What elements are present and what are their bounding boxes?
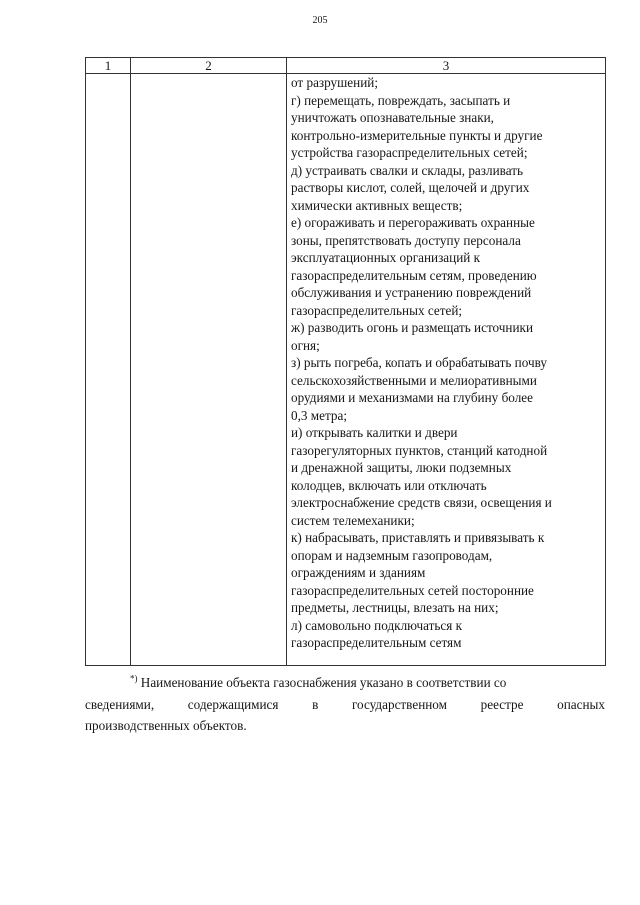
text-line: огня; [291, 337, 320, 353]
footnote-word: государственном [351, 696, 447, 712]
text-line: зоны, препятствовать доступу персонала [291, 232, 521, 248]
footnote-line-2 [85, 694, 605, 716]
prohibitions-list [287, 74, 605, 652]
text-line: химически активных веществ; [291, 197, 463, 213]
text-line: ограждениям и зданиям [291, 565, 426, 580]
text-line: газораспределительным сетям, проведению [291, 267, 537, 283]
footnote-word: сведениями, [85, 696, 155, 712]
table-header-row [86, 58, 606, 74]
text-line: 0,3 метра; [291, 407, 348, 423]
text-line: эксплуатационных организаций к [291, 250, 481, 265]
text-line: л) самовольно подключаться к [291, 617, 463, 633]
text-line: предметы, лестницы, влезать на них; [291, 600, 499, 615]
text-line: к) набрасывать, приставлять и привязывать к [291, 530, 545, 545]
column-header-2: 2 [131, 58, 287, 74]
table-cell-col1 [86, 74, 131, 666]
footnote-line-3: производственных объектов. [85, 718, 247, 733]
text-line: газораспределительным сетям [291, 635, 462, 650]
text-line: ж) разводить огонь и размещать источники [291, 320, 534, 335]
text-line: е) огораживать и перегораживать охранные [291, 215, 535, 230]
footnote-word: содержащимися [187, 696, 279, 712]
text-line: з) рыть погреба, копать и обрабатывать почву [291, 355, 547, 370]
table-row [86, 74, 606, 666]
text-line: д) устраивать свалки и склады, разливать [291, 162, 523, 178]
text-line: опорам и надземным газопроводам, [291, 547, 493, 563]
page-number: 205 [312, 15, 328, 26]
text-line: растворы кислот, солей, щелочей и других [291, 180, 530, 195]
text-line: электроснабжение средств связи, освещения и [291, 495, 552, 510]
column-header-3: 3 [287, 58, 606, 74]
footnote-word: реестре [480, 696, 524, 712]
text-line: контрольно-измерительные пункты и другие [291, 127, 543, 143]
text-line: сельскохозяйственными и мелиоративными [291, 372, 537, 388]
text-line: г) перемещать, повреждать, засыпать и [291, 92, 511, 108]
text-line: газорегуляторных пунктов, станций катодной [291, 442, 548, 458]
footnote-word: опасных [557, 696, 605, 712]
table-cell-col3 [287, 74, 606, 666]
footnote-line-1 [85, 672, 605, 694]
text-line: колодцев, включать или отключать [291, 477, 487, 493]
requirements-table [85, 57, 606, 666]
footnote [85, 672, 605, 737]
text-line: уничтожать опознавательные знаки, [291, 110, 494, 125]
footnote-word: в [312, 696, 319, 712]
text-line: и) открывать калитки и двери [291, 425, 458, 440]
column-header-1: 1 [86, 58, 131, 74]
text-line: обслуживания и устранению повреждений [291, 285, 532, 300]
footnote-mark: *) [130, 673, 138, 684]
text-line: орудиями и механизмами на глубину более [291, 390, 533, 405]
text-line: систем телемеханики; [291, 512, 415, 528]
text-line: от разрушений; [291, 75, 378, 90]
footnote-text-1: Наименование объекта газоснабжения указано в соответствии со [140, 675, 507, 690]
text-line: газораспределительных сетей; [291, 302, 463, 318]
text-line: и дренажной защиты, люки подземных [291, 460, 512, 475]
table-cell-col2 [131, 74, 287, 666]
text-line: устройства газораспределительных сетей; [291, 145, 528, 160]
text-line: газораспределительных сетей посторонние [291, 582, 534, 598]
